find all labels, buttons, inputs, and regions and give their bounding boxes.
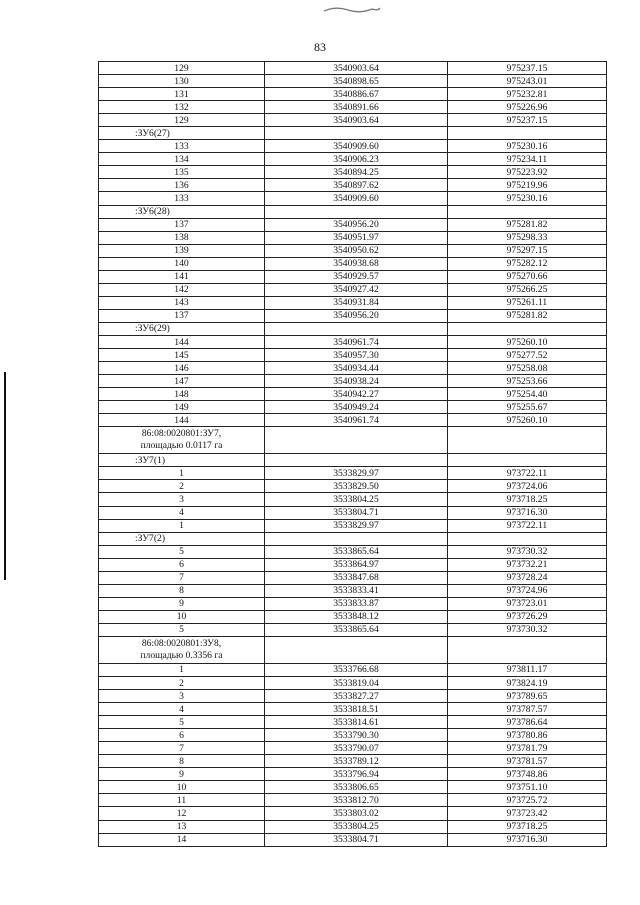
y-coordinate-cell: 973787.57 <box>448 703 607 716</box>
y-coordinate-cell: 973726.29 <box>448 610 607 623</box>
x-coordinate-cell: 3533766.68 <box>265 663 448 676</box>
parcel-header-row <box>99 636 607 663</box>
empty-cell <box>265 322 448 335</box>
y-coordinate-cell: 975223.92 <box>448 166 607 179</box>
y-coordinate-cell: 975230.16 <box>448 192 607 205</box>
y-coordinate-cell: 973781.57 <box>448 755 607 768</box>
table-row <box>99 584 607 597</box>
x-coordinate-cell: 3533865.64 <box>265 545 448 558</box>
table-row <box>99 677 607 690</box>
x-coordinate-cell: 3540909.60 <box>265 140 448 153</box>
table-row <box>99 558 607 571</box>
y-coordinate-cell: 973730.32 <box>448 623 607 636</box>
x-coordinate-cell: 3533847.68 <box>265 571 448 584</box>
point-number-cell: 8 <box>99 755 265 768</box>
x-coordinate-cell: 3533803.02 <box>265 807 448 820</box>
point-number-cell: 131 <box>99 88 265 101</box>
x-coordinate-cell: 3540906.23 <box>265 153 448 166</box>
coordinates-table-body <box>99 62 607 847</box>
x-coordinate-cell: 3540961.74 <box>265 414 448 427</box>
x-coordinate-cell: 3540942.27 <box>265 388 448 401</box>
table-row <box>99 703 607 716</box>
table-row <box>99 153 607 166</box>
point-number-cell: 9 <box>99 597 265 610</box>
y-coordinate-cell: 975226.96 <box>448 101 607 114</box>
point-number-cell: 130 <box>99 75 265 88</box>
table-row <box>99 807 607 820</box>
table-row <box>99 545 607 558</box>
table-row <box>99 833 607 846</box>
table-row <box>99 401 607 414</box>
empty-cell <box>265 636 448 663</box>
table-row <box>99 794 607 807</box>
point-number-cell: 6 <box>99 558 265 571</box>
x-coordinate-cell: 3540950.62 <box>265 244 448 257</box>
y-coordinate-cell: 975297.15 <box>448 244 607 257</box>
point-number-cell: 11 <box>99 794 265 807</box>
x-coordinate-cell: 3540957.30 <box>265 349 448 362</box>
x-coordinate-cell: 3533848.12 <box>265 610 448 623</box>
y-coordinate-cell: 973824.19 <box>448 677 607 690</box>
section-header-row <box>99 205 607 218</box>
parcel-header-row <box>99 427 607 454</box>
point-number-cell: 133 <box>99 192 265 205</box>
y-coordinate-cell: 975260.10 <box>448 335 607 348</box>
coordinates-table <box>98 61 607 847</box>
table-row <box>99 414 607 427</box>
table-row <box>99 349 607 362</box>
y-coordinate-cell: 973730.32 <box>448 545 607 558</box>
x-coordinate-cell: 3533804.25 <box>265 493 448 506</box>
empty-cell <box>265 127 448 140</box>
table-row <box>99 244 607 257</box>
point-number-cell: 14 <box>99 833 265 846</box>
point-number-cell: 2 <box>99 677 265 690</box>
table-row <box>99 166 607 179</box>
parcel-area: площадью 0.3356 га <box>140 649 223 661</box>
y-coordinate-cell: 975261.11 <box>448 296 607 309</box>
point-number-cell: 135 <box>99 166 265 179</box>
table-row <box>99 75 607 88</box>
point-number-cell: 7 <box>99 742 265 755</box>
parcel-label <box>99 427 265 454</box>
section-header-row <box>99 127 607 140</box>
table-row <box>99 480 607 493</box>
point-number-cell: 129 <box>99 62 265 75</box>
table-row <box>99 729 607 742</box>
y-coordinate-cell: 975266.25 <box>448 283 607 296</box>
y-coordinate-cell: 973722.11 <box>448 519 607 532</box>
parcel-area: площадью 0.0117 га <box>140 440 223 452</box>
table-row <box>99 716 607 729</box>
point-number-cell: 1 <box>99 663 265 676</box>
point-number-cell: 13 <box>99 820 265 833</box>
x-coordinate-cell: 3540903.64 <box>265 62 448 75</box>
point-number-cell: 132 <box>99 101 265 114</box>
point-number-cell: 149 <box>99 401 265 414</box>
point-number-cell: 142 <box>99 283 265 296</box>
empty-cell <box>448 322 607 335</box>
point-number-cell: 138 <box>99 231 265 244</box>
point-number-cell: 145 <box>99 349 265 362</box>
y-coordinate-cell: 975254.40 <box>448 388 607 401</box>
y-coordinate-cell: 973748.86 <box>448 768 607 781</box>
y-coordinate-cell: 973728.24 <box>448 571 607 584</box>
x-coordinate-cell: 3540909.60 <box>265 192 448 205</box>
section-header-row <box>99 322 607 335</box>
point-number-cell: 143 <box>99 296 265 309</box>
empty-cell <box>265 427 448 454</box>
table-row <box>99 820 607 833</box>
point-number-cell: 134 <box>99 153 265 166</box>
y-coordinate-cell: 973789.65 <box>448 690 607 703</box>
table-row <box>99 296 607 309</box>
x-coordinate-cell: 3540949.24 <box>265 401 448 414</box>
table-row <box>99 623 607 636</box>
x-coordinate-cell: 3540927.42 <box>265 283 448 296</box>
y-coordinate-cell: 973724.96 <box>448 584 607 597</box>
y-coordinate-cell: 975277.52 <box>448 349 607 362</box>
y-coordinate-cell: 973722.11 <box>448 467 607 480</box>
x-coordinate-cell: 3540894.25 <box>265 166 448 179</box>
y-coordinate-cell: 975258.08 <box>448 362 607 375</box>
y-coordinate-cell: 975282.12 <box>448 257 607 270</box>
table-row <box>99 610 607 623</box>
point-number-cell: 148 <box>99 388 265 401</box>
y-coordinate-cell: 973716.30 <box>448 833 607 846</box>
x-coordinate-cell: 3540956.20 <box>265 309 448 322</box>
x-coordinate-cell: 3540951.97 <box>265 231 448 244</box>
x-coordinate-cell: 3533814.61 <box>265 716 448 729</box>
table-row <box>99 270 607 283</box>
table-row <box>99 519 607 532</box>
x-coordinate-cell: 3540938.68 <box>265 257 448 270</box>
y-coordinate-cell: 973725.72 <box>448 794 607 807</box>
point-number-cell: 3 <box>99 493 265 506</box>
table-row <box>99 101 607 114</box>
y-coordinate-cell: 973718.25 <box>448 820 607 833</box>
parcel-label <box>99 636 265 663</box>
point-number-cell: 137 <box>99 218 265 231</box>
y-coordinate-cell: 975237.15 <box>448 62 607 75</box>
point-number-cell: 9 <box>99 768 265 781</box>
x-coordinate-cell: 3540898.65 <box>265 75 448 88</box>
x-coordinate-cell: 3533829.97 <box>265 467 448 480</box>
x-coordinate-cell: 3533812.70 <box>265 794 448 807</box>
point-number-cell: 5 <box>99 716 265 729</box>
section-header-row <box>99 454 607 467</box>
point-number-cell: 5 <box>99 623 265 636</box>
table-row <box>99 467 607 480</box>
table-row <box>99 362 607 375</box>
empty-cell <box>448 205 607 218</box>
parcel-cadastral-number: 86:08:0020801:ЗУ7, <box>141 428 222 440</box>
point-number-cell: 144 <box>99 414 265 427</box>
x-coordinate-cell: 3540886.67 <box>265 88 448 101</box>
table-row <box>99 755 607 768</box>
y-coordinate-cell: 973718.25 <box>448 493 607 506</box>
x-coordinate-cell: 3533819.04 <box>265 677 448 690</box>
y-coordinate-cell: 973716.30 <box>448 506 607 519</box>
table-row <box>99 218 607 231</box>
x-coordinate-cell: 3540897.62 <box>265 179 448 192</box>
point-number-cell: 140 <box>99 257 265 270</box>
x-coordinate-cell: 3540934.44 <box>265 362 448 375</box>
x-coordinate-cell: 3533790.07 <box>265 742 448 755</box>
table-row <box>99 781 607 794</box>
point-number-cell: 144 <box>99 335 265 348</box>
point-number-cell: 139 <box>99 244 265 257</box>
margin-rule <box>4 372 6 580</box>
table-row <box>99 597 607 610</box>
y-coordinate-cell: 973723.01 <box>448 597 607 610</box>
section-header-row <box>99 532 607 545</box>
table-row <box>99 179 607 192</box>
table-row <box>99 309 607 322</box>
y-coordinate-cell: 975298.33 <box>448 231 607 244</box>
table-row <box>99 140 607 153</box>
empty-cell <box>448 454 607 467</box>
y-coordinate-cell: 975232.81 <box>448 88 607 101</box>
x-coordinate-cell: 3540929.57 <box>265 270 448 283</box>
x-coordinate-cell: 3533865.64 <box>265 623 448 636</box>
x-coordinate-cell: 3540956.20 <box>265 218 448 231</box>
point-number-cell: 146 <box>99 362 265 375</box>
y-coordinate-cell: 975230.16 <box>448 140 607 153</box>
section-label: :ЗУ6(29) <box>99 322 265 335</box>
x-coordinate-cell: 3533806.65 <box>265 781 448 794</box>
y-coordinate-cell: 975234.11 <box>448 153 607 166</box>
section-label: :ЗУ6(27) <box>99 127 265 140</box>
point-number-cell: 10 <box>99 610 265 623</box>
table-row <box>99 375 607 388</box>
x-coordinate-cell: 3540931.84 <box>265 296 448 309</box>
y-coordinate-cell: 973732.21 <box>448 558 607 571</box>
x-coordinate-cell: 3533829.50 <box>265 480 448 493</box>
x-coordinate-cell: 3533789.12 <box>265 755 448 768</box>
point-number-cell: 12 <box>99 807 265 820</box>
empty-cell <box>448 427 607 454</box>
table-row <box>99 192 607 205</box>
y-coordinate-cell: 975219.96 <box>448 179 607 192</box>
x-coordinate-cell: 3533833.41 <box>265 584 448 597</box>
point-number-cell: 136 <box>99 179 265 192</box>
empty-cell <box>265 532 448 545</box>
point-number-cell: 7 <box>99 571 265 584</box>
table-row <box>99 335 607 348</box>
point-number-cell: 10 <box>99 781 265 794</box>
point-number-cell: 4 <box>99 506 265 519</box>
section-label: :ЗУ7(2) <box>99 532 265 545</box>
x-coordinate-cell: 3533796.94 <box>265 768 448 781</box>
table-row <box>99 388 607 401</box>
y-coordinate-cell: 975270.66 <box>448 270 607 283</box>
table-row <box>99 690 607 703</box>
point-number-cell: 141 <box>99 270 265 283</box>
point-number-cell: 4 <box>99 703 265 716</box>
scan-smudge <box>322 4 382 14</box>
y-coordinate-cell: 973786.64 <box>448 716 607 729</box>
x-coordinate-cell: 3533790.30 <box>265 729 448 742</box>
table-row <box>99 62 607 75</box>
empty-cell <box>448 636 607 663</box>
point-number-cell: 147 <box>99 375 265 388</box>
table-row <box>99 88 607 101</box>
table-row <box>99 493 607 506</box>
x-coordinate-cell: 3533818.51 <box>265 703 448 716</box>
y-coordinate-cell: 973723.42 <box>448 807 607 820</box>
table-row <box>99 257 607 270</box>
y-coordinate-cell: 975253.66 <box>448 375 607 388</box>
y-coordinate-cell: 975255.67 <box>448 401 607 414</box>
y-coordinate-cell: 975237.15 <box>448 114 607 127</box>
y-coordinate-cell: 975243.01 <box>448 75 607 88</box>
table-row <box>99 231 607 244</box>
point-number-cell: 133 <box>99 140 265 153</box>
x-coordinate-cell: 3533833.87 <box>265 597 448 610</box>
table-row <box>99 114 607 127</box>
y-coordinate-cell: 975281.82 <box>448 218 607 231</box>
section-label: :ЗУ7(1) <box>99 454 265 467</box>
table-row <box>99 571 607 584</box>
point-number-cell: 129 <box>99 114 265 127</box>
x-coordinate-cell: 3533804.25 <box>265 820 448 833</box>
point-number-cell: 5 <box>99 545 265 558</box>
y-coordinate-cell: 973724.06 <box>448 480 607 493</box>
point-number-cell: 137 <box>99 309 265 322</box>
x-coordinate-cell: 3540891.66 <box>265 101 448 114</box>
point-number-cell: 6 <box>99 729 265 742</box>
table-row <box>99 768 607 781</box>
x-coordinate-cell: 3533827.27 <box>265 690 448 703</box>
section-label: :ЗУ6(28) <box>99 205 265 218</box>
empty-cell <box>265 205 448 218</box>
empty-cell <box>265 454 448 467</box>
y-coordinate-cell: 975281.82 <box>448 309 607 322</box>
point-number-cell: 1 <box>99 519 265 532</box>
table-row <box>99 663 607 676</box>
table-row <box>99 283 607 296</box>
x-coordinate-cell: 3540938.24 <box>265 375 448 388</box>
x-coordinate-cell: 3540903.64 <box>265 114 448 127</box>
y-coordinate-cell: 973811.17 <box>448 663 607 676</box>
empty-cell <box>448 532 607 545</box>
page-number: 83 <box>314 40 326 54</box>
y-coordinate-cell: 973751.10 <box>448 781 607 794</box>
point-number-cell: 8 <box>99 584 265 597</box>
empty-cell <box>448 127 607 140</box>
y-coordinate-cell: 973781.79 <box>448 742 607 755</box>
x-coordinate-cell: 3533864.97 <box>265 558 448 571</box>
parcel-cadastral-number: 86:08:0020801:ЗУ8, <box>141 637 222 649</box>
y-coordinate-cell: 973780.86 <box>448 729 607 742</box>
table-row <box>99 506 607 519</box>
point-number-cell: 3 <box>99 690 265 703</box>
x-coordinate-cell: 3540961.74 <box>265 335 448 348</box>
point-number-cell: 1 <box>99 467 265 480</box>
point-number-cell: 2 <box>99 480 265 493</box>
y-coordinate-cell: 975260.10 <box>448 414 607 427</box>
table-row <box>99 742 607 755</box>
x-coordinate-cell: 3533829.97 <box>265 519 448 532</box>
x-coordinate-cell: 3533804.71 <box>265 506 448 519</box>
x-coordinate-cell: 3533804.71 <box>265 833 448 846</box>
